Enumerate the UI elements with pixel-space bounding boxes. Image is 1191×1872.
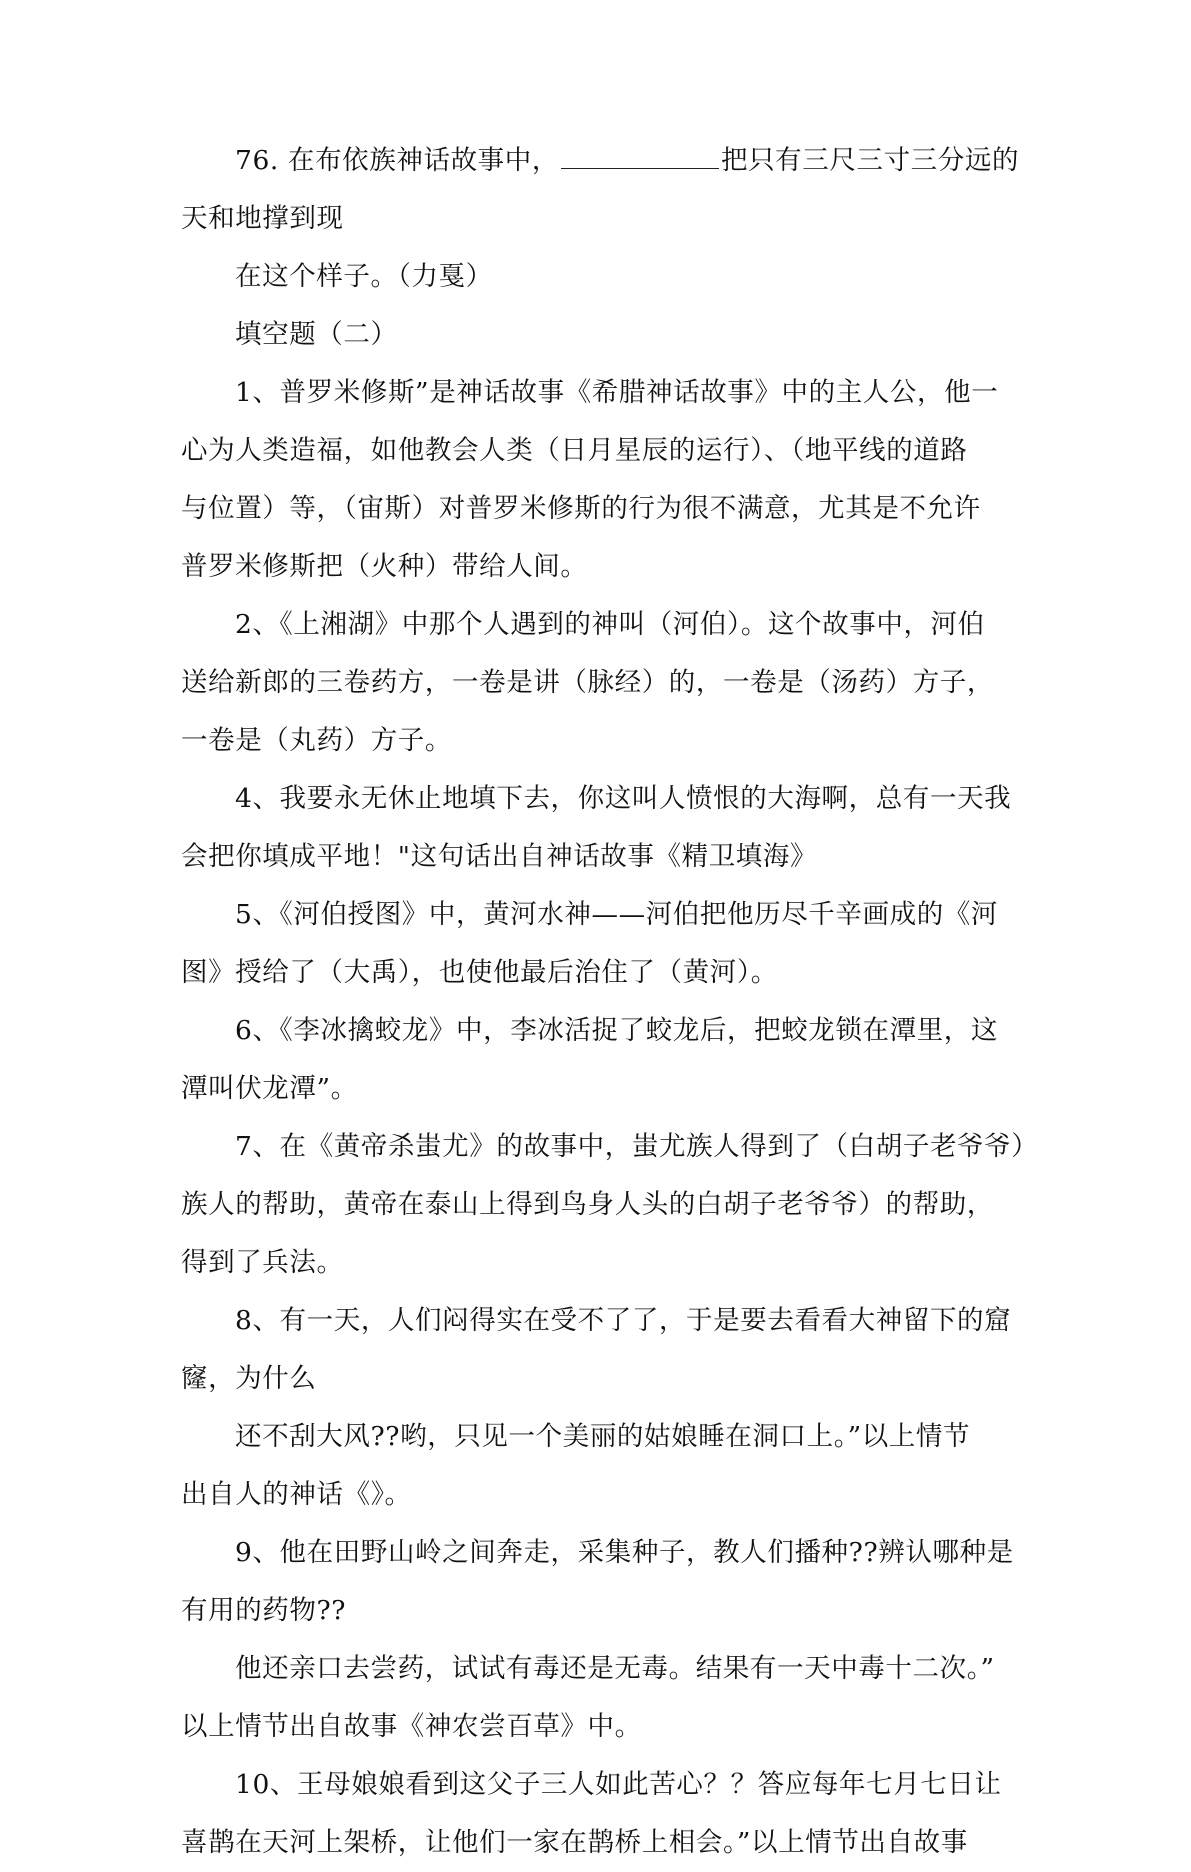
- text-line: 潭叫伏龙潭”。: [181, 1073, 358, 1104]
- text-line: 出自人的神话《》。: [181, 1479, 412, 1510]
- text-line: 一卷是（丸药）方子。: [181, 725, 452, 756]
- text-line: 1、普罗米修斯”是神话故事《希腊神话故事》中的主人公，他一: [235, 377, 999, 408]
- text-line: 有用的药物??: [181, 1595, 347, 1626]
- text-line: [181, 132, 1021, 190]
- text-line: 4、我要永无休止地填下去，你这叫人愤恨的大海啊，总有一天我: [235, 783, 1012, 814]
- text-line: 10、王母娘娘看到这父子三人如此苦心？？答应每年七月七日让: [235, 1769, 1002, 1800]
- text-line: 得到了兵法。: [181, 1247, 344, 1278]
- text-line: 普罗米修斯把（火种）带给人间。: [181, 551, 588, 582]
- text-line: 还不刮大风??哟，只见一个美丽的姑娘睡在洞口上。”以上情节: [235, 1421, 971, 1452]
- text-line: 喜鹊在天河上架桥，让他们一家在鹊桥上相会。”以上情节出自故事: [181, 1827, 968, 1858]
- line-text: 76. 在布依族神话故事中，: [235, 145, 559, 176]
- text-line: 他还亲口去尝药，试试有毒还是无毒。结果有一天中毒十二次。”: [235, 1653, 995, 1684]
- text-line: 2、《上湘湖》中那个人遇到的神叫（河伯）。这个故事中，河伯: [235, 609, 985, 640]
- text-line: 与位置）等，（宙斯）对普罗米修斯的行为很不满意，尤其是不允许: [181, 493, 981, 524]
- text-line: 6、《李冰擒蛟龙》中，李冰活捉了蛟龙后，把蛟龙锁在潭里，这: [235, 1015, 999, 1046]
- text-line: 图》授给了（大禹），也使他最后治住了（黄河）。: [181, 957, 778, 988]
- section-heading: 填空题（二）: [235, 319, 398, 350]
- text-line: 在这个样子。（力戛）: [235, 261, 493, 292]
- text-line: 族人的帮助，黄帝在泰山上得到鸟身人头的白胡子老爷爷）的帮助，: [181, 1189, 994, 1220]
- text-line: 以上情节出自故事《神农尝百草》中。: [181, 1711, 642, 1742]
- text-line: 8、有一天，人们闷得实在受不了了，于是要去看看大神留下的窟: [235, 1305, 1012, 1336]
- text-line: 天和地撑到现: [181, 203, 344, 234]
- text-line: 会把你填成平地！"这句话出自神话故事《精卫填海》: [181, 841, 818, 872]
- text-line: 5、《河伯授图》中，黄河水神——河伯把他历尽千辛画成的《河: [235, 899, 999, 930]
- text-line: 7、在《黄帝杀蚩尤》的故事中，蚩尤族人得到了（白胡子老爷爷）: [235, 1131, 1039, 1162]
- text-line: 窿，为什么: [181, 1363, 317, 1394]
- line-text-after: 把只有三尺三寸三分远的: [720, 145, 1020, 176]
- document-body: [181, 132, 1039, 1872]
- fill-in-blank: [561, 138, 719, 169]
- text-line: 9、他在田野山岭之间奔走，采集种子，教人们播种??辨认哪种是: [235, 1537, 1014, 1568]
- text-line: 心为人类造福，如他教会人类（日月星辰的运行）、（地平线的道路: [181, 435, 968, 466]
- text-line: 送给新郎的三卷药方，一卷是讲（脉经）的，一卷是（汤药）方子，: [181, 667, 994, 698]
